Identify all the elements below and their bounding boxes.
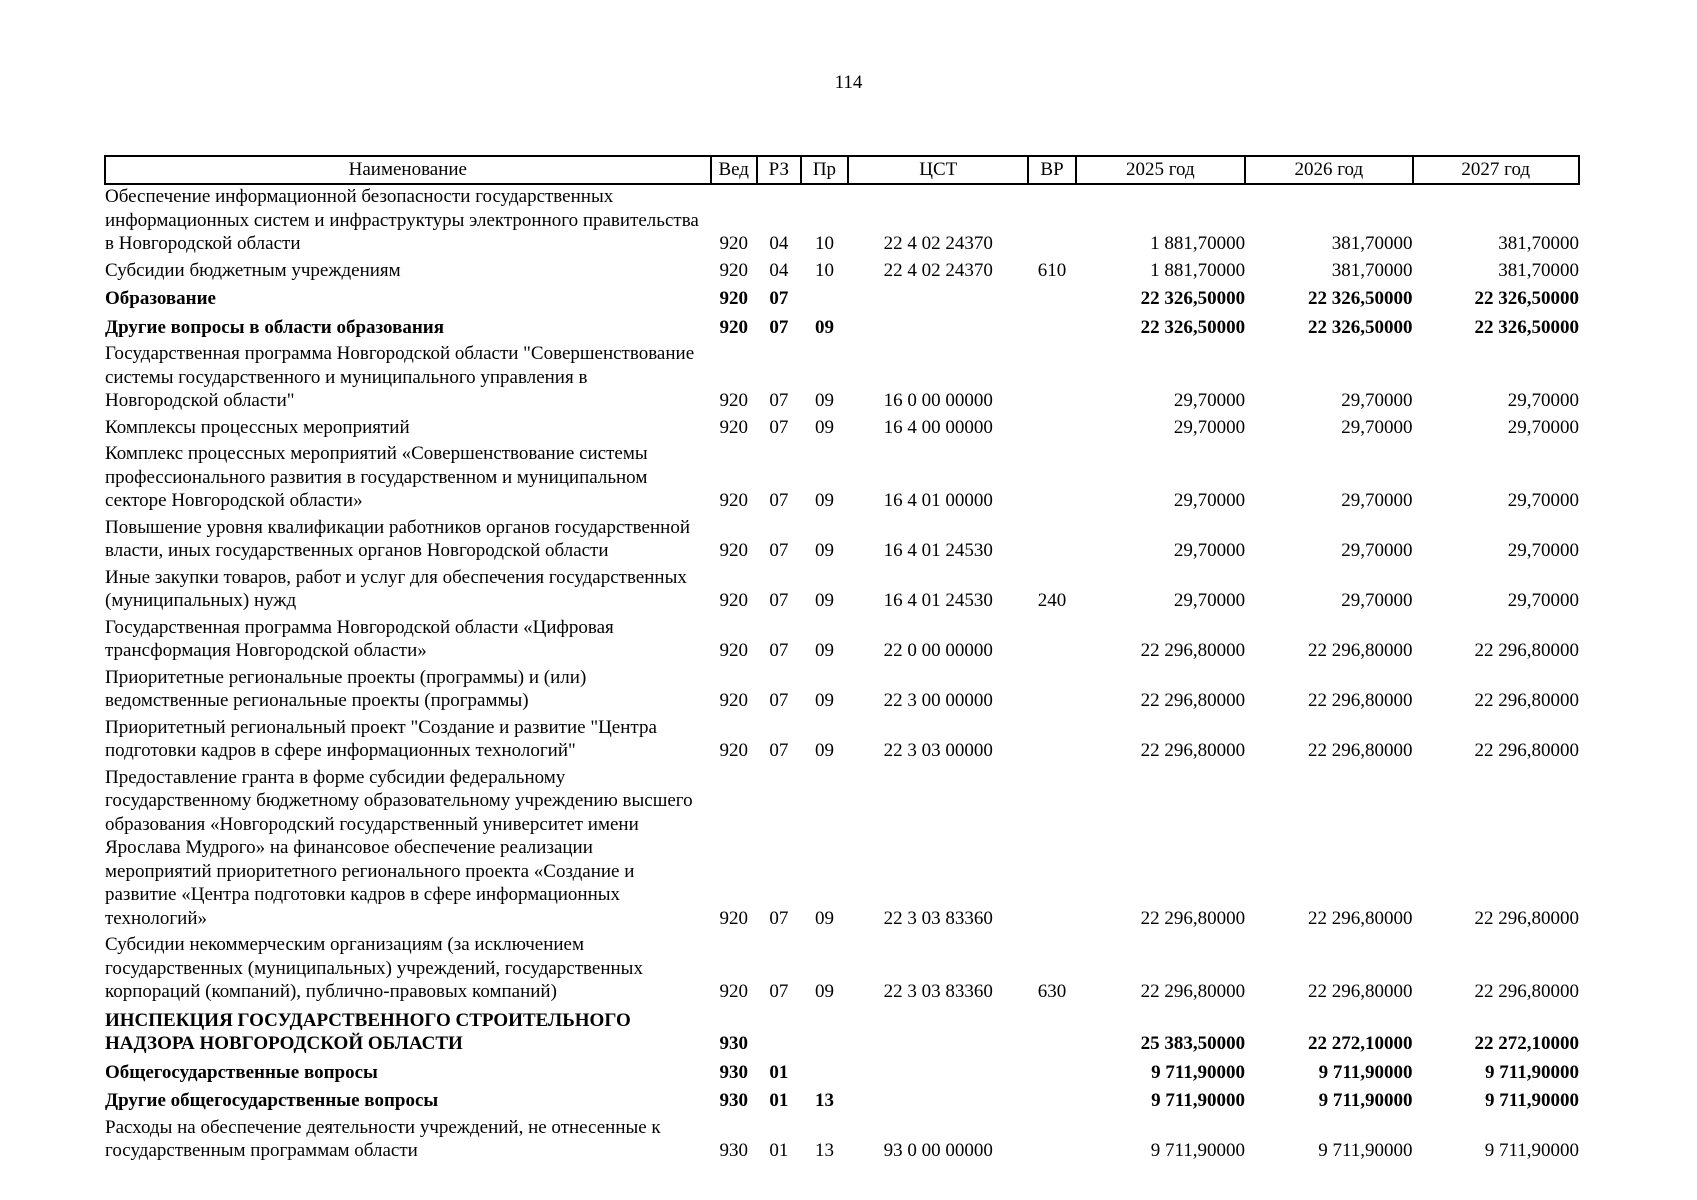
cell-pr: 13 [814, 1140, 834, 1161]
cell-2025: 22 296,80000 [1140, 981, 1246, 1002]
cell-2027: 22 296,80000 [1474, 740, 1579, 761]
cell-name: Субсидии некоммерческим организациям (за исключением государственных (муниципальных) учреждений, государственных корпораций (компаний), публично-правовых компаний) [105, 934, 643, 1002]
header-2026: 2026 год [1245, 156, 1412, 184]
cell-vr [1028, 285, 1075, 314]
cell-vr [1028, 416, 1075, 443]
header-rz: РЗ [757, 156, 801, 184]
cell-pr: 10 [814, 233, 834, 254]
cell-rz: 07 [769, 288, 789, 309]
cell-name: Комплексы процессных мероприятий [105, 416, 410, 438]
cell-vr [1028, 442, 1075, 516]
table-row [105, 666, 1579, 716]
cell-2025: 22 326,50000 [1140, 316, 1246, 338]
table-row [105, 259, 1579, 286]
header-2025: 2025 год [1076, 156, 1245, 184]
cell-vr [1028, 766, 1075, 934]
cell-cst: 16 0 00 00000 [883, 390, 993, 411]
cell-vr [1028, 716, 1075, 766]
cell-name: Образование [105, 288, 216, 309]
cell-pr: 09 [814, 907, 834, 929]
cell-2027: 9 711,90000 [1485, 1061, 1579, 1083]
cell-2025: 29,70000 [1173, 416, 1246, 438]
cell-ved: 920 [719, 907, 748, 929]
cell-cst [848, 285, 1028, 314]
cell-name: Повышение уровня квалификации работников органов государственной власти, иных государственных органов Новгородской области [105, 516, 690, 561]
cell-vr: 630 [1037, 981, 1067, 1002]
table-row [105, 314, 1579, 343]
cell-pr: 09 [814, 640, 834, 661]
cell-2027: 22 326,50000 [1474, 316, 1579, 338]
cell-cst [848, 1059, 1028, 1088]
cell-2026: 22 296,80000 [1308, 740, 1413, 761]
cell-pr: 13 [814, 1090, 834, 1111]
cell-rz: 01 [769, 1090, 789, 1111]
cell-pr: 09 [814, 740, 834, 761]
cell-2026: 22 326,50000 [1308, 288, 1413, 309]
cell-name: Предоставление гранта в форме субсидии федеральному государственному бюджетному образовательному учреждению высшего образования «Новгородский государственный университет имени Ярослава Мудрого» на финансовое обеспечение реализации мероприятий приоритетного регионального проекта «Создание и развитие «Центра подготовки кадров в сфере информационных технологий» [105, 766, 693, 929]
page-number: 114 [834, 72, 863, 93]
cell-2025: 9 711,90000 [1151, 1090, 1246, 1111]
cell-ved: 920 [719, 590, 748, 611]
cell-2027: 22 272,10000 [1474, 1033, 1579, 1054]
table-row [105, 1007, 1579, 1059]
cell-2027: 29,70000 [1507, 416, 1579, 438]
cell-2026: 381,70000 [1331, 259, 1413, 281]
cell-cst: 16 4 01 00000 [883, 490, 993, 511]
cell-name: Приоритетный региональный проект "Создание и развитие "Центра подготовки кадров в сфере информационных технологий" [105, 716, 657, 761]
header-pr: Пр [801, 156, 848, 184]
cell-ved: 920 [719, 490, 748, 511]
table-row [105, 342, 1579, 416]
cell-vr [1028, 1116, 1075, 1166]
cell-name: Другие вопросы в области образования [105, 316, 445, 338]
cell-rz: 07 [769, 590, 789, 611]
cell-ved: 930 [719, 1090, 748, 1111]
table-row [105, 566, 1579, 616]
cell-vr [1028, 1007, 1075, 1059]
cell-name: Другие общегосударственные вопросы [105, 1090, 439, 1111]
cell-ved: 930 [719, 1140, 748, 1161]
cell-ved: 930 [719, 1033, 748, 1054]
table-row [105, 716, 1579, 766]
cell-vr [1028, 184, 1075, 259]
cell-2027: 29,70000 [1507, 540, 1579, 561]
table-row [105, 442, 1579, 516]
cell-ved: 920 [719, 259, 748, 281]
cell-2027: 9 711,90000 [1484, 1140, 1579, 1161]
cell-pr: 09 [814, 690, 834, 711]
cell-2026: 22 326,50000 [1308, 316, 1413, 338]
cell-2026: 22 296,80000 [1308, 640, 1413, 661]
cell-2026: 381,70000 [1331, 233, 1413, 254]
cell-cst: 93 0 00 00000 [883, 1140, 993, 1161]
table-row [105, 766, 1579, 934]
cell-name: Иные закупки товаров, работ и услуг для обеспечения государственных (муниципальных) нужд [105, 566, 687, 611]
cell-rz: 01 [769, 1061, 789, 1083]
cell-vr: 240 [1037, 590, 1067, 611]
table-row [105, 184, 1579, 259]
table-row [105, 616, 1579, 666]
cell-2026: 29,70000 [1341, 390, 1413, 411]
cell-2026: 9 711,90000 [1318, 1061, 1413, 1083]
cell-pr: 09 [814, 316, 834, 338]
header-cst: ЦСТ [848, 156, 1028, 184]
cell-rz: 07 [769, 490, 789, 511]
cell-cst: 22 4 02 24370 [883, 259, 993, 281]
cell-name: Обеспечение информационной безопасности государственных информационных систем и инфраструктуры электронного правительства в Новгородской области [105, 186, 699, 254]
cell-name: ИНСПЕКЦИЯ ГОСУДАРСТВЕННОГО СТРОИТЕЛЬНОГО НАДЗОРА НОВГОРОДСКОЙ ОБЛАСТИ [105, 1009, 631, 1054]
cell-2027: 22 296,80000 [1474, 907, 1579, 929]
cell-pr [801, 1007, 848, 1059]
cell-2027: 381,70000 [1498, 259, 1579, 281]
cell-name: Субсидии бюджетным учреждениям [105, 259, 401, 281]
table-body [105, 184, 1579, 1166]
cell-2025: 29,70000 [1173, 540, 1246, 561]
cell-pr: 09 [814, 490, 834, 511]
cell-vr [1028, 516, 1075, 566]
cell-name: Расходы на обеспечение деятельности учреждений, не отнесенные к государственным программам области [105, 1116, 661, 1161]
header-name: Наименование [105, 156, 711, 184]
table-header [105, 156, 1579, 184]
cell-ved: 920 [719, 740, 748, 761]
cell-pr: 09 [814, 540, 834, 561]
cell-2027: 9 711,90000 [1485, 1090, 1579, 1111]
cell-2027: 29,70000 [1507, 590, 1579, 611]
cell-2026: 9 711,90000 [1318, 1140, 1413, 1161]
cell-2026: 22 296,80000 [1308, 981, 1413, 1002]
cell-pr: 09 [814, 390, 834, 411]
cell-2027: 381,70000 [1498, 233, 1579, 254]
cell-pr [801, 1059, 848, 1088]
cell-vr [1028, 314, 1075, 343]
cell-2025: 22 296,80000 [1140, 740, 1246, 761]
cell-rz: 07 [769, 981, 789, 1002]
cell-rz: 07 [769, 416, 789, 438]
cell-vr [1028, 616, 1075, 666]
cell-rz: 07 [769, 540, 789, 561]
table-row [105, 516, 1579, 566]
header-ved: Вед [711, 156, 757, 184]
cell-2025: 9 711,90000 [1150, 1140, 1246, 1161]
cell-name: Государственная программа Новгородской области "Совершенствование системы государственного и муниципального управления в Новгородской области" [105, 343, 695, 411]
table-row [105, 1087, 1579, 1116]
cell-name: Комплекс процессных мероприятий «Совершенствование системы профессионального развития в государственном и муниципальном секторе Новгородской области» [105, 443, 648, 511]
table-row [105, 1059, 1579, 1088]
cell-cst: 22 0 00 00000 [883, 640, 993, 661]
cell-2026: 22 296,80000 [1308, 907, 1413, 929]
cell-2026: 22 272,10000 [1308, 1033, 1413, 1054]
cell-cst: 22 3 03 83360 [883, 981, 993, 1002]
cell-cst: 16 4 00 00000 [883, 416, 993, 438]
cell-rz: 07 [769, 640, 789, 661]
cell-rz [757, 1007, 801, 1059]
cell-2025: 22 296,80000 [1140, 690, 1246, 711]
header-vr: ВР [1028, 156, 1075, 184]
cell-2025: 22 326,50000 [1140, 288, 1246, 309]
cell-cst: 22 3 03 00000 [883, 740, 993, 761]
cell-2025: 29,70000 [1173, 590, 1246, 611]
cell-rz: 07 [769, 907, 789, 929]
cell-name: Приоритетные региональные проекты (программы) и (или) ведомственные региональные проекты (программы) [105, 666, 587, 711]
cell-name: Общегосударственные вопросы [105, 1061, 378, 1083]
cell-rz: 07 [769, 740, 789, 761]
table-row [105, 285, 1579, 314]
cell-vr [1028, 666, 1075, 716]
cell-rz: 07 [769, 690, 789, 711]
cell-rz: 04 [769, 233, 789, 254]
cell-rz: 07 [769, 390, 789, 411]
cell-2027: 29,70000 [1507, 490, 1579, 511]
cell-2026: 29,70000 [1341, 540, 1413, 561]
table-row [105, 416, 1579, 443]
cell-2027: 22 326,50000 [1474, 288, 1579, 309]
cell-cst: 22 3 03 83360 [883, 907, 993, 929]
cell-2026: 9 711,90000 [1318, 1090, 1413, 1111]
cell-pr: 09 [814, 981, 834, 1002]
cell-ved: 920 [719, 540, 748, 561]
cell-2027: 22 296,80000 [1474, 981, 1579, 1002]
cell-cst: 16 4 01 24530 [883, 540, 993, 561]
cell-ved: 920 [719, 390, 748, 411]
cell-ved: 920 [719, 690, 748, 711]
cell-2026: 29,70000 [1341, 590, 1413, 611]
cell-rz: 07 [769, 316, 789, 338]
cell-pr: 09 [814, 416, 834, 438]
cell-vr: 610 [1037, 259, 1067, 281]
cell-rz: 04 [769, 259, 789, 281]
cell-vr [1028, 342, 1075, 416]
cell-2025: 22 296,80000 [1140, 640, 1246, 661]
cell-cst [848, 1087, 1028, 1116]
cell-ved: 920 [719, 416, 748, 438]
cell-cst: 22 4 02 24370 [883, 233, 993, 254]
cell-ved: 920 [719, 640, 748, 661]
cell-cst [848, 1007, 1028, 1059]
cell-ved: 930 [719, 1061, 748, 1083]
cell-2025: 9 711,90000 [1151, 1061, 1246, 1083]
table-row [105, 933, 1579, 1007]
cell-2027: 29,70000 [1507, 390, 1579, 411]
cell-cst: 22 3 00 00000 [883, 690, 993, 711]
cell-vr [1028, 1087, 1075, 1116]
budget-table [104, 155, 1580, 1166]
cell-pr: 09 [814, 590, 834, 611]
cell-cst [848, 314, 1028, 343]
cell-vr [1028, 1059, 1075, 1088]
cell-ved: 920 [719, 316, 748, 338]
cell-2026: 29,70000 [1341, 490, 1413, 511]
cell-rz: 01 [769, 1140, 789, 1161]
cell-2025: 25 383,50000 [1140, 1033, 1246, 1054]
cell-2025: 22 296,80000 [1140, 907, 1246, 929]
cell-pr [801, 285, 848, 314]
cell-2026: 22 296,80000 [1308, 690, 1413, 711]
cell-2027: 22 296,80000 [1474, 640, 1579, 661]
cell-2025: 29,70000 [1173, 390, 1246, 411]
cell-2026: 29,70000 [1341, 416, 1413, 438]
cell-name: Государственная программа Новгородской области «Цифровая трансформация Новгородской области» [105, 616, 614, 661]
cell-ved: 920 [719, 288, 748, 309]
cell-ved: 920 [719, 981, 748, 1002]
cell-2027: 22 296,80000 [1474, 690, 1579, 711]
header-2027: 2027 год [1413, 156, 1579, 184]
cell-2025: 29,70000 [1173, 490, 1246, 511]
cell-ved: 920 [719, 233, 748, 254]
cell-2025: 1 881,70000 [1150, 233, 1246, 254]
cell-pr: 10 [814, 259, 834, 281]
cell-2025: 1 881,70000 [1150, 259, 1246, 281]
table-row [105, 1116, 1579, 1166]
cell-cst: 16 4 01 24530 [883, 590, 993, 611]
